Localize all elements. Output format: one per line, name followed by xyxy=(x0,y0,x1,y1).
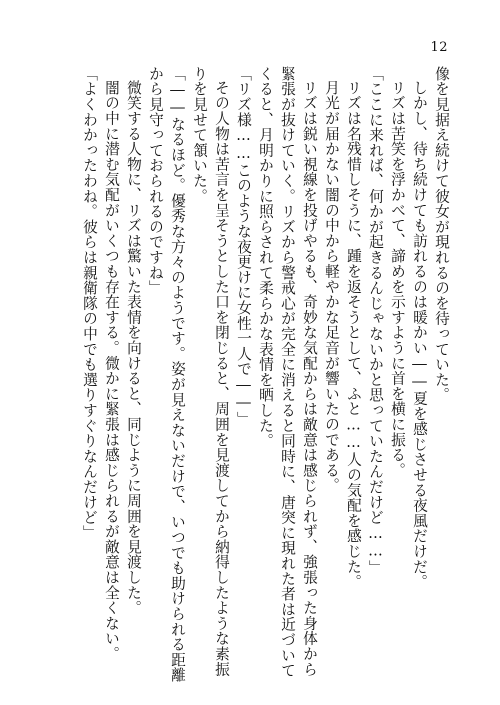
text-line: 像を見据え続けて彼女が現れるのを待っていた。 xyxy=(433,66,450,403)
text-line: 微笑する人物に、リズは驚いた表情を向けると、同じように周囲を見渡した。 xyxy=(125,80,142,616)
vertical-text-block xyxy=(80,66,450,683)
text-line: リズは苦笑を浮かべて、諦めを示すように首を横に振る。 xyxy=(389,80,406,478)
page-number: 12 xyxy=(430,40,448,55)
dialogue-line: から見守っておられるのですね」 xyxy=(147,66,164,296)
dialogue-line: 「――なるほど。優秀な方々のようです。姿が見えないだけで、いつでも助けられる距離 xyxy=(169,66,186,683)
text-line: 緊張が抜けていく。リズから警戒心が完全に消えると同時に、唐突に現れた者は近づいて xyxy=(279,66,296,678)
text-line: 月光が届かない闇の中から軽やかな足音が響いたのである。 xyxy=(323,80,340,494)
dialogue-line: 「よくわかったわね。彼らは親衛隊の中でも選りすぐりなんだけど」 xyxy=(81,66,98,541)
text-line: 闇の中に潜む気配がいくつも存在する。微かに緊張は感じられるが敵意は全くない。 xyxy=(103,80,120,662)
dialogue-line: 「リズ様……このような夜更けに女性一人で――」 xyxy=(235,66,252,428)
dialogue-line: 「ここに来れば、何かが起きるんじゃないかと思っていたんだけど……」 xyxy=(367,66,384,576)
text-line: その人物は苦言を呈そうとした口を閉じると、周囲を見渡してから納得したような素振 xyxy=(213,80,230,677)
text-line: くると、月明かりに照らされて柔らかな表情を晒した。 xyxy=(257,66,274,449)
text-line: しかし、待ち続けても訪れるのは暖かい――夏を感じさせる夜風だけだ。 xyxy=(411,80,428,590)
text-line: リズは名残惜しそうに、踵を返そうとして、ふと……人の気配を感じた。 xyxy=(345,80,362,590)
text-line: りを見せて頷いた。 xyxy=(191,66,208,204)
text-line: リズは鋭い視線を投げやるも、奇妙な気配からは敵意は感じられず、強張った身体から xyxy=(301,80,318,677)
